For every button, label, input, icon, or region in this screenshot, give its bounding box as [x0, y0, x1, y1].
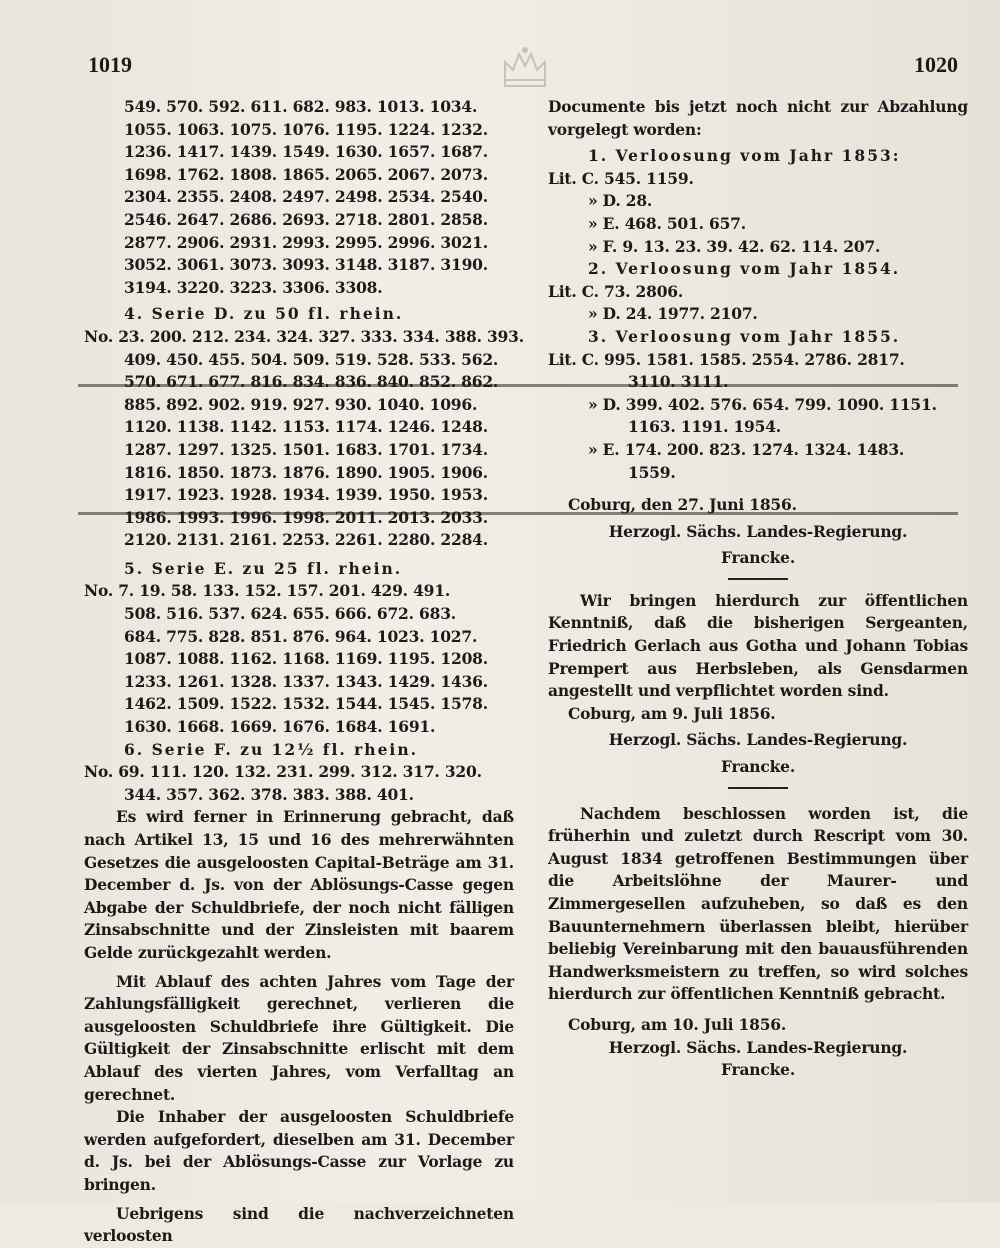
authority-line: Herzogl. Sächs. Landes-Regierung. — [608, 521, 908, 541]
authority-line: Herzogl. Sächs. Landes-Regierung. — [608, 1037, 908, 1057]
serie-f-heading: 6. Serie F. zu 12½ fl. rhein. — [124, 739, 418, 759]
page-number-left: 1019 — [88, 52, 132, 77]
verloosung-1854-list — [548, 281, 968, 326]
number-line: 1120. 1138. 1142. 1153. 1174. 1246. 1248. — [124, 417, 488, 437]
lot-line: » E. 468. 501. 657. — [588, 213, 746, 233]
number-line: 1986. 1993. 1996. 1998. 2011. 2013. 2033. — [124, 507, 488, 527]
section-divider — [728, 578, 788, 580]
lot-line: 1559. — [628, 462, 676, 482]
lot-line: » D. 24. 1977. 2107. — [588, 304, 758, 324]
paragraph-validity: Mit Ablauf des achten Jahres vom Tage der Zahlungsfälligkeit gerechnet, verlieren die ausgeloosten Schuldbriefe ihre Gültigkeit. Die Gültigkeit der Zinsabschnitte erlischt mit dem Ablauf des vierten Jahres, vom Verfalltag an gerechnet. — [84, 971, 514, 1104]
lot-line: » F. 9. 13. 23. 39. 42. 62. 114. 207. — [588, 236, 881, 256]
signature-line: Francke. — [720, 548, 796, 568]
number-line: 1698. 1762. 1808. 1865. 2065. 2067. 2073. — [124, 164, 488, 184]
verloosung-1853-heading: 1. Verloosung vom Jahr 1853: — [588, 146, 901, 166]
lot-line: 1163. 1191. 1954. — [628, 417, 782, 437]
number-line: 344. 357. 362. 378. 383. 388. 401. — [124, 784, 414, 804]
lot-line: » D. 28. — [588, 191, 653, 211]
number-line: 1055. 1063. 1075. 1076. 1195. 1224. 1232. — [124, 119, 488, 139]
section-divider — [728, 787, 788, 789]
number-line: No. 23. 200. 212. 234. 324. 327. 333. 334. 388. 393. — [84, 326, 524, 346]
notice-gensdarmen: Wir bringen hierdurch zur öffentlichen Kenntniß, daß die bisherigen Sergeanten, Friedrich Gerlach aus Gotha und Johann Tobias Prempert aus Herbsleben, als Gensdarmen angestellt und verpflichtet worden sind. — [548, 590, 968, 701]
number-line: No. 69. 111. 120. 132. 231. 299. 312. 317. 320. — [84, 762, 482, 782]
verloosung-1855-list — [548, 349, 968, 485]
paragraph-holders: Die Inhaber der ausgeloosten Schuldbriefe werden aufgefordert, dieselben am 31. December d. Js. bei der Ablösungs-Casse zur Vorlage zu bringen. — [84, 1107, 514, 1194]
number-line: 1236. 1417. 1439. 1549. 1630. 1657. 1687. — [124, 142, 488, 162]
page-number-right: 1020 — [914, 52, 958, 77]
lot-line: Lit. C. 995. 1581. 1585. 2554. 2786. 2817. — [548, 349, 905, 369]
serie-e-number-list — [84, 580, 514, 738]
date-line: Coburg, am 9. Juli 1856. — [568, 703, 776, 723]
serie-d-number-list — [84, 326, 524, 552]
number-line: 3052. 3061. 3073. 3093. 3148. 3187. 3190. — [124, 255, 488, 275]
number-line: 885. 892. 902. 919. 927. 930. 1040. 1096. — [124, 394, 478, 414]
verloosung-1855-heading: 3. Verloosung vom Jahr 1855. — [588, 326, 901, 346]
paragraph-repayment: Es wird ferner in Erinnerung gebracht, daß nach Artikel 13, 15 und 16 des mehrerwähnten Gesetzes die ausgeloosten Capital-Beträge am 31. December d. Js. von der Ablösungs-Casse gegen Abgabe der Schuldbriefe, der noch nicht fälligen Zinsabschnitte und der Zinsleisten mit baarem Gelde zurückgezahlt werden. — [84, 807, 514, 962]
serie-d-heading: 4. Serie D. zu 50 fl. rhein. — [124, 304, 404, 324]
date-line: Coburg, den 27. Juni 1856. — [568, 495, 797, 515]
left-column — [84, 96, 524, 1248]
verloosung-1854-heading: 2. Verloosung vom Jahr 1854. — [588, 259, 901, 279]
verloosung-1853-list — [548, 168, 968, 258]
number-line: 409. 450. 455. 504. 509. 519. 528. 533. 562. — [124, 349, 499, 369]
serie-e-heading: 5. Serie E. zu 25 fl. rhein. — [124, 558, 403, 578]
serie-c-number-list — [84, 96, 514, 299]
number-line: No. 7. 19. 58. 133. 152. 157. 201. 429. 491. — [84, 581, 451, 601]
lot-line: Lit. C. 545. 1159. — [548, 168, 694, 188]
right-column — [548, 96, 968, 1082]
number-line: 684. 775. 828. 851. 876. 964. 1023. 1027. — [124, 626, 478, 646]
signature-line: Francke. — [720, 757, 796, 777]
number-line: 2120. 2131. 2161. 2253. 2261. 2280. 2284. — [124, 530, 488, 550]
number-line: 1816. 1850. 1873. 1876. 1890. 1905. 1906. — [124, 462, 488, 482]
number-line: 1462. 1509. 1522. 1532. 1544. 1545. 1578. — [124, 694, 488, 714]
lot-line: » E. 174. 200. 823. 1274. 1324. 1483. — [588, 439, 905, 459]
serie-f-number-list — [84, 761, 514, 806]
date-line: Coburg, am 10. Juli 1856. — [568, 1014, 787, 1034]
paragraph-continuation: Uebrigens sind die nachverzeichneten verloosten — [84, 1203, 514, 1246]
number-line: 1287. 1297. 1325. 1501. 1683. 1701. 1734. — [124, 439, 488, 459]
number-line: 570. 671. 677. 816. 834. 836. 840. 852. 862. — [124, 372, 499, 392]
signature-line: Francke. — [720, 1060, 796, 1080]
lot-line: 3110. 3111. — [628, 372, 729, 392]
lot-line: » D. 399. 402. 576. 654. 799. 1090. 1151. — [588, 394, 937, 414]
number-line: 3194. 3220. 3223. 3306. 3308. — [124, 277, 383, 297]
notice-arbeitsloehne: Nachdem beschlossen worden ist, die früherhin und zuletzt durch Rescript vom 30. August 1834 getroffenen Bestimmungen über die Arbeitslöhne der Maurer- und Zimmergesellen aufzuheben, so daß es den Bauunternehmern überlassen bleibt, hierüber beliebig Vereinbarung mit den bauausführenden Handwerksmeistern zu treffen, so wird solches hierdurch zur öffentlichen Kenntniß gebracht. — [548, 803, 968, 1004]
number-line: 2304. 2355. 2408. 2497. 2498. 2534. 2540. — [124, 187, 488, 207]
authority-line: Herzogl. Sächs. Landes-Regierung. — [608, 730, 908, 750]
number-line: 2546. 2647. 2686. 2693. 2718. 2801. 2858. — [124, 209, 488, 229]
number-line: 1087. 1088. 1162. 1168. 1169. 1195. 1208. — [124, 649, 488, 669]
number-line: 1233. 1261. 1328. 1337. 1343. 1429. 1436. — [124, 671, 488, 691]
number-line: 508. 516. 537. 624. 655. 666. 672. 683. — [124, 604, 456, 624]
crest-watermark-icon — [497, 40, 553, 96]
number-line: 549. 570. 592. 611. 682. 983. 1013. 1034. — [124, 97, 478, 116]
number-line: 2877. 2906. 2931. 2993. 2995. 2996. 3021. — [124, 232, 488, 252]
lot-line: Lit. C. 73. 2806. — [548, 281, 684, 301]
number-line: 1917. 1923. 1928. 1934. 1939. 1950. 1953. — [124, 485, 488, 505]
number-line: 1630. 1668. 1669. 1676. 1684. 1691. — [124, 717, 436, 737]
intro-text: Documente bis jetzt noch nicht zur Abzahlung vorgelegt worden: — [548, 97, 968, 139]
